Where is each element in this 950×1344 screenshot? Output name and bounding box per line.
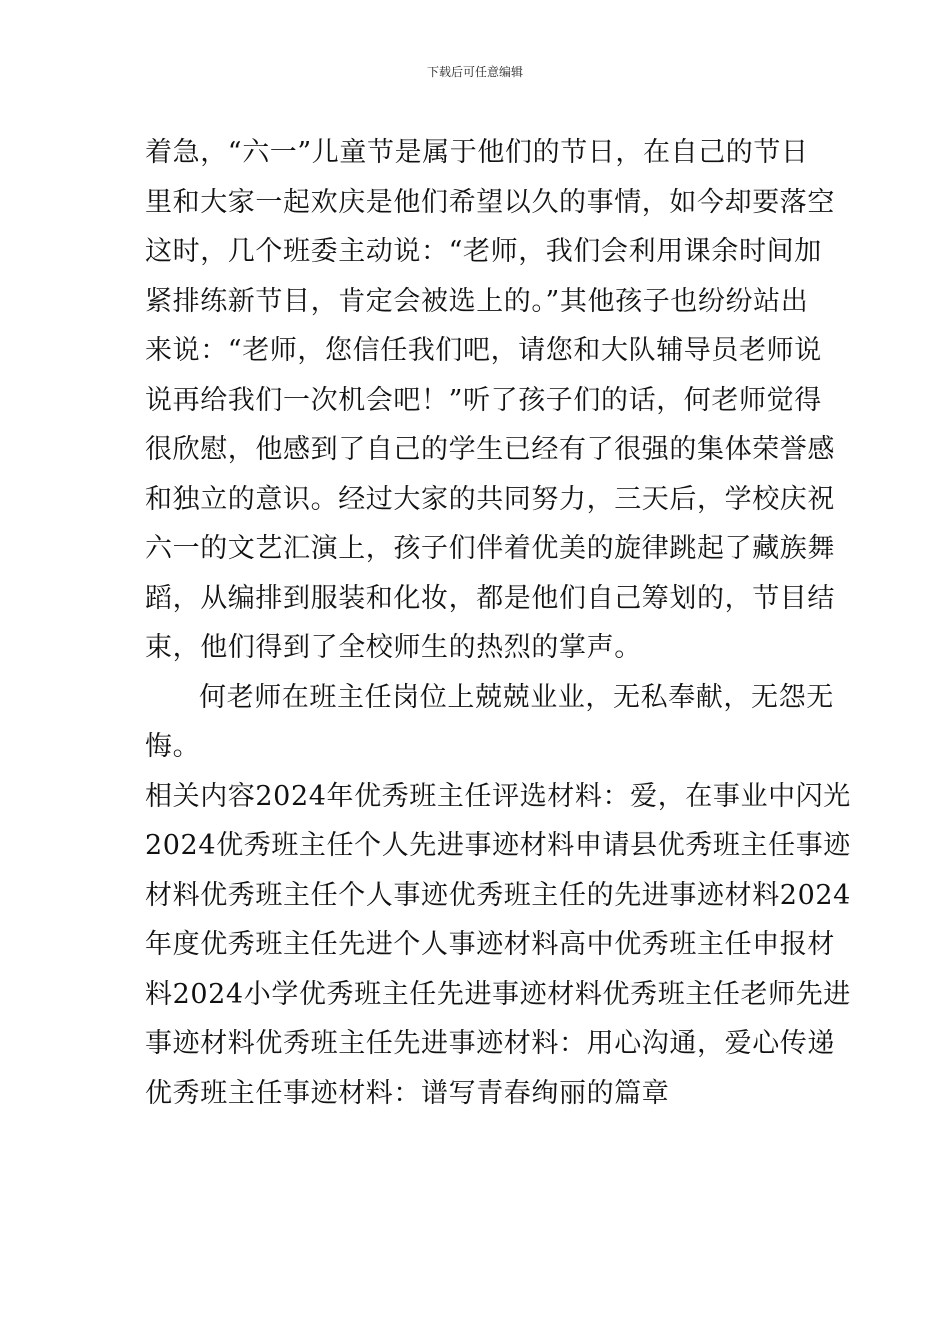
body-line: 这时，几个班委主动说：“老师，我们会利用课余时间加: [145, 236, 822, 267]
related-content-line: 相关内容2024年优秀班主任评选材料：爱，在事业中闪光: [145, 780, 851, 812]
body-line: 来说：“老师，您信任我们吧，请您和大队辅导员老师说: [145, 335, 822, 366]
body-line: 里和大家一起欢庆是他们希望以久的事情，如今却要落空: [145, 186, 835, 218]
body-line: 和独立的意识。经过大家的共同努力，三天后，学校庆祝: [145, 483, 835, 515]
body-line: 很欣慰，他感到了自己的学生已经有了很强的集体荣誉感: [145, 434, 835, 465]
related-content-line: 材料优秀班主任个人事迹优秀班主任的先进事迹材料2024: [145, 879, 851, 911]
document-body: [145, 128, 851, 1118]
body-line: 说再给我们一次机会吧！”听了孩子们的话，何老师觉得: [145, 384, 822, 416]
body-line: 悔。: [145, 731, 201, 762]
page-header: 下载后可任意编辑: [426, 65, 523, 79]
paragraph-first-line: 何老师在班主任岗位上兢兢业业，无私奉献，无怨无: [199, 681, 834, 713]
related-content-line: 事迹材料优秀班主任先进事迹材料：用心沟通，爱心传递: [145, 1028, 835, 1059]
body-line: 紧排练新节目，肯定会被选上的。”其他孩子也纷纷站出: [145, 285, 809, 317]
related-content-line: 2024优秀班主任个人先进事迹材料申请县优秀班主任事迹: [145, 830, 851, 861]
related-content-line: 料2024小学优秀班主任先进事迹材料优秀班主任老师先进: [145, 978, 851, 1010]
related-content-line: 优秀班主任事迹材料：谱写青春绚丽的篇章: [145, 1077, 670, 1109]
body-line: 六一的文艺汇演上，孩子们伴着优美的旋律跳起了藏族舞: [145, 533, 835, 564]
body-line: 束，他们得到了全校师生的热烈的掌声。: [145, 632, 642, 663]
body-line: 蹈，从编排到服装和化妆，都是他们自己筹划的，节目结: [145, 582, 835, 614]
body-line: 着急，“六一”儿童节是属于他们的节日，在自己的节日: [145, 137, 809, 168]
related-content-line: 年度优秀班主任先进个人事迹材料高中优秀班主任申报材: [145, 929, 835, 960]
